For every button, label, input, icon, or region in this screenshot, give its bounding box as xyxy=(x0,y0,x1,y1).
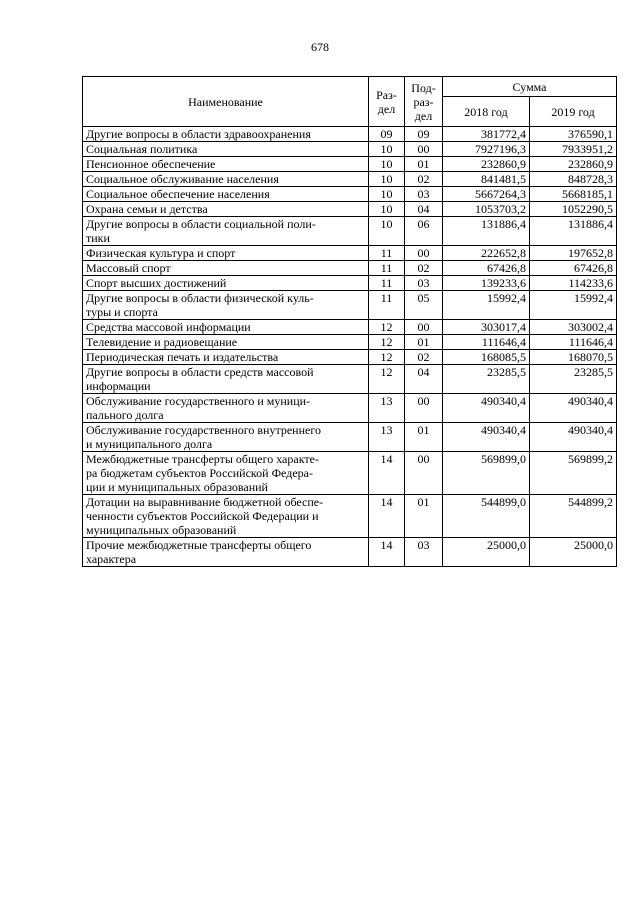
row-section: 11 xyxy=(369,276,405,291)
row-section: 09 xyxy=(369,127,405,142)
row-section: 13 xyxy=(369,394,405,423)
row-2019: 303002,4 xyxy=(530,320,617,335)
row-subsection: 02 xyxy=(405,261,443,276)
row-2019: 15992,4 xyxy=(530,291,617,320)
table-row xyxy=(83,187,617,202)
row-name: Другие вопросы в области физической куль- туры и спорта xyxy=(83,291,369,320)
table-row xyxy=(83,394,617,423)
row-subsection: 00 xyxy=(405,246,443,261)
table-row xyxy=(83,365,617,394)
row-section: 12 xyxy=(369,335,405,350)
row-subsection: 00 xyxy=(405,452,443,495)
row-section: 10 xyxy=(369,202,405,217)
row-2018: 841481,5 xyxy=(443,172,530,187)
table-body xyxy=(83,127,617,567)
table-row xyxy=(83,172,617,187)
row-section: 10 xyxy=(369,172,405,187)
page-number: 678 xyxy=(311,40,329,54)
row-2019: 490340,4 xyxy=(530,394,617,423)
row-2019: 25000,0 xyxy=(530,538,617,567)
row-2018: 15992,4 xyxy=(443,291,530,320)
table-row xyxy=(83,142,617,157)
row-name: Обслуживание государственного внутреннего и муниципального долга xyxy=(83,423,369,452)
row-section: 11 xyxy=(369,246,405,261)
row-section: 10 xyxy=(369,217,405,246)
row-section: 14 xyxy=(369,452,405,495)
table-row xyxy=(83,246,617,261)
row-2018: 7927196,3 xyxy=(443,142,530,157)
row-2019: 168070,5 xyxy=(530,350,617,365)
header-year-2019: 2019 год xyxy=(530,97,617,127)
row-subsection: 00 xyxy=(405,320,443,335)
row-2019: 544899,2 xyxy=(530,495,617,538)
row-2018: 544899,0 xyxy=(443,495,530,538)
row-2018: 490340,4 xyxy=(443,394,530,423)
header-sum: Сумма xyxy=(443,77,617,97)
row-2019: 23285,5 xyxy=(530,365,617,394)
row-2018: 131886,4 xyxy=(443,217,530,246)
table-row xyxy=(83,452,617,495)
budget-table xyxy=(82,76,617,567)
row-name: Социальное обслуживание населения xyxy=(83,172,369,187)
row-subsection: 02 xyxy=(405,172,443,187)
table-row xyxy=(83,291,617,320)
row-name: Другие вопросы в области средств массовой информации xyxy=(83,365,369,394)
row-name: Межбюджетные трансферты общего характе- ра бюджетам субъектов Российской Федера- ции и муниципальных образований xyxy=(83,452,369,495)
row-name: Прочие межбюджетные трансферты общего характера xyxy=(83,538,369,567)
table-row xyxy=(83,538,617,567)
row-2019: 111646,4 xyxy=(530,335,617,350)
header-subsection: Под- раз- дел xyxy=(405,77,443,127)
table-row xyxy=(83,335,617,350)
table-row xyxy=(83,423,617,452)
row-2019: 1052290,5 xyxy=(530,202,617,217)
table-row xyxy=(83,157,617,172)
row-section: 12 xyxy=(369,350,405,365)
table-row xyxy=(83,276,617,291)
header-name: Наименование xyxy=(83,77,369,127)
row-2018: 23285,5 xyxy=(443,365,530,394)
table-row xyxy=(83,127,617,142)
table-row xyxy=(83,217,617,246)
row-subsection: 06 xyxy=(405,217,443,246)
row-name: Пенсионное обеспечение xyxy=(83,157,369,172)
row-name: Телевидение и радиовещание xyxy=(83,335,369,350)
row-2018: 381772,4 xyxy=(443,127,530,142)
row-2018: 569899,0 xyxy=(443,452,530,495)
row-subsection: 09 xyxy=(405,127,443,142)
row-2018: 490340,4 xyxy=(443,423,530,452)
row-subsection: 02 xyxy=(405,350,443,365)
row-2019: 376590,1 xyxy=(530,127,617,142)
row-section: 10 xyxy=(369,157,405,172)
row-2018: 25000,0 xyxy=(443,538,530,567)
row-name: Другие вопросы в области социальной поли- тики xyxy=(83,217,369,246)
table-row xyxy=(83,202,617,217)
header-section: Раз- дел xyxy=(369,77,405,127)
header-year-2018: 2018 год xyxy=(443,97,530,127)
table-row xyxy=(83,350,617,365)
row-2019: 232860,9 xyxy=(530,157,617,172)
row-2019: 490340,4 xyxy=(530,423,617,452)
row-subsection: 01 xyxy=(405,423,443,452)
row-section: 14 xyxy=(369,495,405,538)
table-row xyxy=(83,320,617,335)
row-section: 10 xyxy=(369,142,405,157)
row-name: Другие вопросы в области здравоохранения xyxy=(83,127,369,142)
row-2019: 114233,6 xyxy=(530,276,617,291)
row-2019: 197652,8 xyxy=(530,246,617,261)
row-name: Социальное обеспечение населения xyxy=(83,187,369,202)
row-2018: 222652,8 xyxy=(443,246,530,261)
row-subsection: 03 xyxy=(405,276,443,291)
row-name: Спорт высших достижений xyxy=(83,276,369,291)
row-section: 13 xyxy=(369,423,405,452)
row-2019: 569899,2 xyxy=(530,452,617,495)
row-2019: 5668185,1 xyxy=(530,187,617,202)
row-2019: 67426,8 xyxy=(530,261,617,276)
row-section: 12 xyxy=(369,320,405,335)
row-subsection: 03 xyxy=(405,538,443,567)
row-section: 14 xyxy=(369,538,405,567)
row-2018: 168085,5 xyxy=(443,350,530,365)
row-2018: 232860,9 xyxy=(443,157,530,172)
row-name: Социальная политика xyxy=(83,142,369,157)
row-subsection: 00 xyxy=(405,394,443,423)
row-subsection: 01 xyxy=(405,495,443,538)
row-subsection: 04 xyxy=(405,202,443,217)
row-name: Массовый спорт xyxy=(83,261,369,276)
row-name: Охрана семьи и детства xyxy=(83,202,369,217)
row-2018: 139233,6 xyxy=(443,276,530,291)
row-2019: 7933951,2 xyxy=(530,142,617,157)
row-2018: 67426,8 xyxy=(443,261,530,276)
row-2018: 111646,4 xyxy=(443,335,530,350)
row-name: Физическая культура и спорт xyxy=(83,246,369,261)
row-subsection: 03 xyxy=(405,187,443,202)
row-subsection: 01 xyxy=(405,157,443,172)
table-row xyxy=(83,261,617,276)
row-subsection: 04 xyxy=(405,365,443,394)
row-subsection: 05 xyxy=(405,291,443,320)
row-2019: 131886,4 xyxy=(530,217,617,246)
row-name: Периодическая печать и издательства xyxy=(83,350,369,365)
row-2018: 5667264,3 xyxy=(443,187,530,202)
row-section: 11 xyxy=(369,261,405,276)
row-2018: 303017,4 xyxy=(443,320,530,335)
row-2019: 848728,3 xyxy=(530,172,617,187)
row-section: 12 xyxy=(369,365,405,394)
row-name: Обслуживание государственного и муници- пального долга xyxy=(83,394,369,423)
row-name: Дотации на выравнивание бюджетной обеспе- ченности субъектов Российской Федерации и муниципальных образований xyxy=(83,495,369,538)
row-2018: 1053703,2 xyxy=(443,202,530,217)
row-name: Средства массовой информации xyxy=(83,320,369,335)
row-section: 11 xyxy=(369,291,405,320)
row-subsection: 00 xyxy=(405,142,443,157)
row-subsection: 01 xyxy=(405,335,443,350)
row-section: 10 xyxy=(369,187,405,202)
table-row xyxy=(83,495,617,538)
